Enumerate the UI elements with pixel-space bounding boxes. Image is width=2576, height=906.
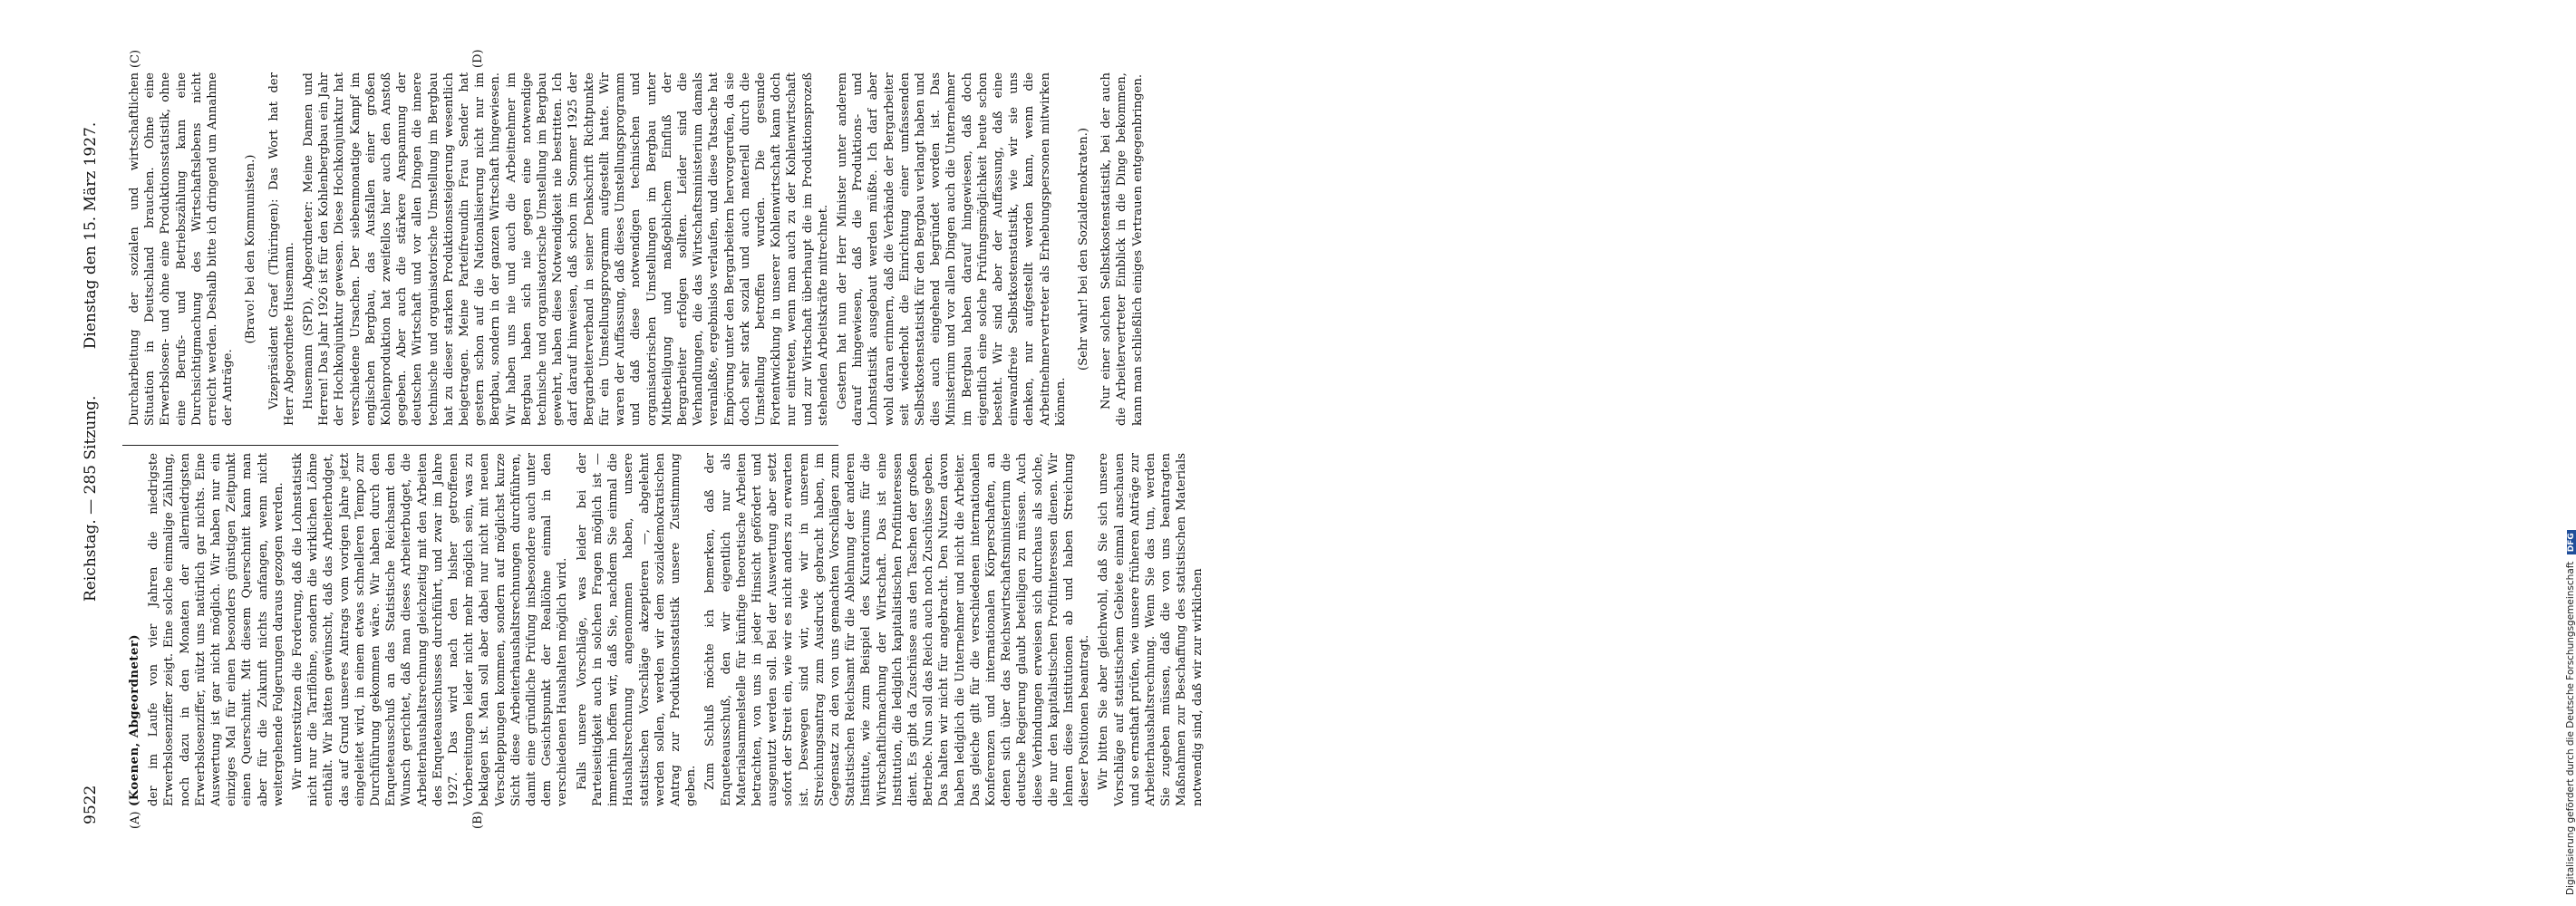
left-column — [127, 453, 1205, 806]
margin-mark-c: (C) — [129, 49, 142, 68]
paragraph: Husemann (SPD), Abgeordneter: Meine Damen und Herren! Das Jahr 1926 ist für den Kohlenbergbau ein Jahr der Hochkonjunktur gewesen. Diese Hochkonjunktur hat verschiedene Ursachen. Der siebenmonatige Kampf im englischen Bergbau, das Ausfallen einer großen Kohlenproduktion hat zweifellos hier auch den Anstoß gegeben. Aber auch die stärkere Anspannung der deutschen Wirtschaft und vor allen Dingen die innere technische und organisatorische Umstellung im Bergbau hat zu dieser starken Produktionssteigerung wesentlich beigetragen. Meine Parteifreundin Frau Sender hat gestern schon auf die Nationalisierung nicht nur im Bergbau, sondern in der ganzen Wirtschaft hingewiesen. Wir haben uns nie und auch die Arbeitnehmer im Bergbau haben sich nie gegen eine notwendige technische und organisatorische Umstellung im Bergbau gewehrt, haben diese Notwendigkeit nie bestritten. Ich darf darauf hinweisen, daß schon im Sommer 1925 der Bergarbeiterverband in seiner Denkschrift Richtpunkte für ein Umstellungsprogramm aufgestellt hatte. Wir waren der Auffassung, daß dieses Umstellungsprogramm und daß diese notwendigen technischen und organisatorischen Umstellungen im Bergbau unter Mitbeteiligung und maßgeblichem Einfluß der Bergarbeiter erfolgen sollten. Leider sind die Verhandlungen, die das Wirtschaftsministerium damals veranlaßte, ergebnislos verlaufen, und diese Tatsache hat Empörung unter den Bergarbeitern hervorgerufen, da sie doch sehr stark sozial und auch materiell durch die Umstellung betroffen wurden. Die gesunde Fortentwicklung in unserer Kohlenwirtschaft kann doch nur eintreten, wenn man auch zu der Kohlenwirtschaft und zur Wirtschaft überhaupt die im Produktionsprozeß stehenden Arbeitskräfte mitrechnet. — [302, 72, 830, 426]
date-head: Dienstag den 15. März 1927. — [82, 121, 100, 350]
paragraph: Zum Schluß möchte ich bemerken, daß der Enqueteausschuß, den wir eigentlich nur als Materialsammelstelle für künftige theoretische Arbeiten betrachten, von uns in jeder Hinsicht gefördert und ausgenutzt werden soll. Bei der Auswertung aber setzt sofort der Streit ein, wie wir es nicht anders zu erwarten ist. Deswegen sind wir, wie wir in unserem Streichungsantrag zum Ausdruck gebracht haben, im Gegensatz zu den von uns gemachten Vorschlägen zum Statistischen Reichsamt für die Ablehnung der anderen Institute, wie zum Beispiel des Kuratoriums für die Wirtschaftlichmachung der Wirtschaft. Das ist eine Institution, die lediglich kapitalistischen Profitinteressen dient. Es gibt da Zuschüsse aus den Taschen der großen Betriebe. Nun soll das Reich auch noch Zuschüsse geben. Das halten wir nicht für angebracht. Den Nutzen davon haben lediglich die Unternehmer und nicht die Arbeiter. Das gleiche gilt für die verschiedenen internationalen Konferenzen und internationalen Körperschaften, an denen sich über das Reichswirtschaftsministerium die deutsche Regierung glaubt beteiligen zu müssen. Auch diese Verbindungen erweisen sich durchaus als solche, die nur den kapitalistischen Profitinteressen dienen. Wir lehnen diese Institutionen ab und haben Streichung dieser Positionen beantragt. — [703, 453, 1092, 806]
margin-mark-a: (A) — [129, 811, 142, 829]
digitization-note — [2565, 530, 2576, 895]
dfg-logo: DFG — [2567, 530, 2576, 554]
digitization-note-text: Digitalisierung gefördert durch die Deutsche Forschungsgemeinschaft — [2565, 561, 2576, 895]
paragraph: Nur einer solchen Selbstkostenstatistik, bei der auch die Arbeitervertreter Einblick in die Dinge bekommen, kann man schließlich einiges Vertrauen entgegenbringen. — [1099, 72, 1145, 426]
page-header — [82, 82, 109, 824]
rotated-page-content — [0, 0, 1269, 906]
column-divider — [122, 445, 838, 446]
speaker-label: (Koenen, Abgeordneter) — [128, 633, 141, 806]
margin-mark-d: (D) — [471, 49, 485, 68]
page-number: 9522 — [82, 785, 100, 824]
digitization-strip — [1280, 0, 2576, 906]
margin-mark-b: (B) — [471, 811, 485, 829]
paragraph: Gestern hat nun der Herr Minister unter anderem darauf hingewiesen, daß die Produktions- und Lohnstatistik ausgebaut werden müßte. Ich darf aber wohl daran erinnern, daß die Verbände der Bergarbeiter seit wiederholt die Einrichtung einer umfassenden Selbstkostenstatistik für den Bergbau verlangt haben und dies auch eingehend begründet worden ist. Das Ministerium und vor allen Dingen auch die Unternehmer im Bergbau haben darauf hingewiesen, daß doch eigentlich eine solche Prüfungsmöglichkeit heute schon besteht. Wir sind aber der Auffassung, daß eine einwandfreie Selbstkostenstatistik, wie wir sie uns denken, nur aufgestellt werden kann, wenn die Arbeitnehmervertreter als Erhebungspersonen mitwirken können. — [835, 72, 1068, 426]
right-column — [127, 72, 1145, 426]
interjection: (Sehr wahr! bei den Sozialdemokraten.) — [1076, 128, 1090, 371]
paragraph: der im Laufe von vier Jahren die niedrigste Erwerbslosenziffer zeigt. Eine solche einmalige Zählung, noch dazu in den Monaten der allerniedrigsten Erwerbslosenziffer, nützt uns natürlich gar nichts. Eine Auswertung ist gar nicht möglich. Wir haben nur ein einziges Mal für einen besonders günstigen Zeitpunkt einen Querschnitt. Mit diesem Querschnitt kann man aber für die Zukunft nichts anfangen, wenn nicht weitergehende Folgerungen daraus gezogen werden. — [147, 453, 286, 806]
running-head: Reichstag. — 285 Sitzung. — [82, 395, 100, 602]
paragraph: Falls unsere Vorschläge, was leider bei der Parteiseitigkeit auch in solchen Fragen möglich ist — immerhin hoffen wir, daß Sie, nachdem Sie einmal die Haushaltsrechnung angenommen haben, unsere statistischen Vorschläge akzeptieren —, abgelehnt werden sollen, werden wir dem sozialdemokratischen Antrag zur Produktionsstatistik unsere Zustimmung geben. — [575, 453, 699, 806]
paragraph: Wir unterstützen die Forderung, daß die Lohnstatistik nicht nur die Tariflöhne, sondern die wirklichen Löhne enthält. Wir hätten gewünscht, daß das Arbeiterbudget, das auf Grund unseres Antrags vom vorigen Jahre jetzt eingeleitet wird, in einem etwas schnelleren Tempo zur Durchführung gekommen wäre. Wir haben durch den Enqueteausschuß an das Statistische Reichsamt den Wunsch gerichtet, daß man dieses Arbeiterbudget, die Arbeiterhaushaltsrechnung gleichzeitig mit den Arbeiten des Enqueteausschusses durchführt, und zwar im Jahre 1927. Das wird nach den bisher getroffenen Vorbereitungen leider nicht mehr möglich sein, was zu beklagen ist. Man soll aber dabei nur nicht mit neuen Verschleppungen kommen, sondern auf möglichst kurze Sicht diese Arbeiterhaushaltsrechnungen durchführen, damit eine gründliche Prüfung insbesondere auch unter dem Gesichtspunkt der Reallöhne einmal in den verschiedenen Haushalten möglich wird. — [291, 453, 570, 806]
paragraph: Wir bitten Sie aber gleichwohl, daß Sie sich unsere Vorschläge auf statistischem Gebiete einmal anschauen und so ernsthaft prüfen, wie unsere früheren Anträge zur Arbeiterhaushaltsrechnung. Wenn Sie das tun, werden Sie zugeben müssen, daß die von uns beantragten Maßnahmen zur Beschaffung des statistischen Materials notwendig sind, daß wir zur wirklichen — [1097, 453, 1205, 806]
paragraph: Durcharbeitung der sozialen und wirtschaftlichen Situation in Deutschland brauchen. Ohne eine Erwerbslosen- und ohne eine Produktionsstatistik, ohne eine Berufs- und Betriebszählung kann eine Durchsichtigmachung des Wirtschaftslebens nicht erreicht werden. Deshalb bitte ich dringend um Annahme der Anträge. — [128, 72, 236, 426]
interjection: (Bravo! bei den Kommunisten.) — [244, 154, 258, 344]
paragraph: Vizepräsident Graef (Thüringen): Das Wort hat der Herr Abgeordnete Husemann. — [266, 72, 296, 426]
